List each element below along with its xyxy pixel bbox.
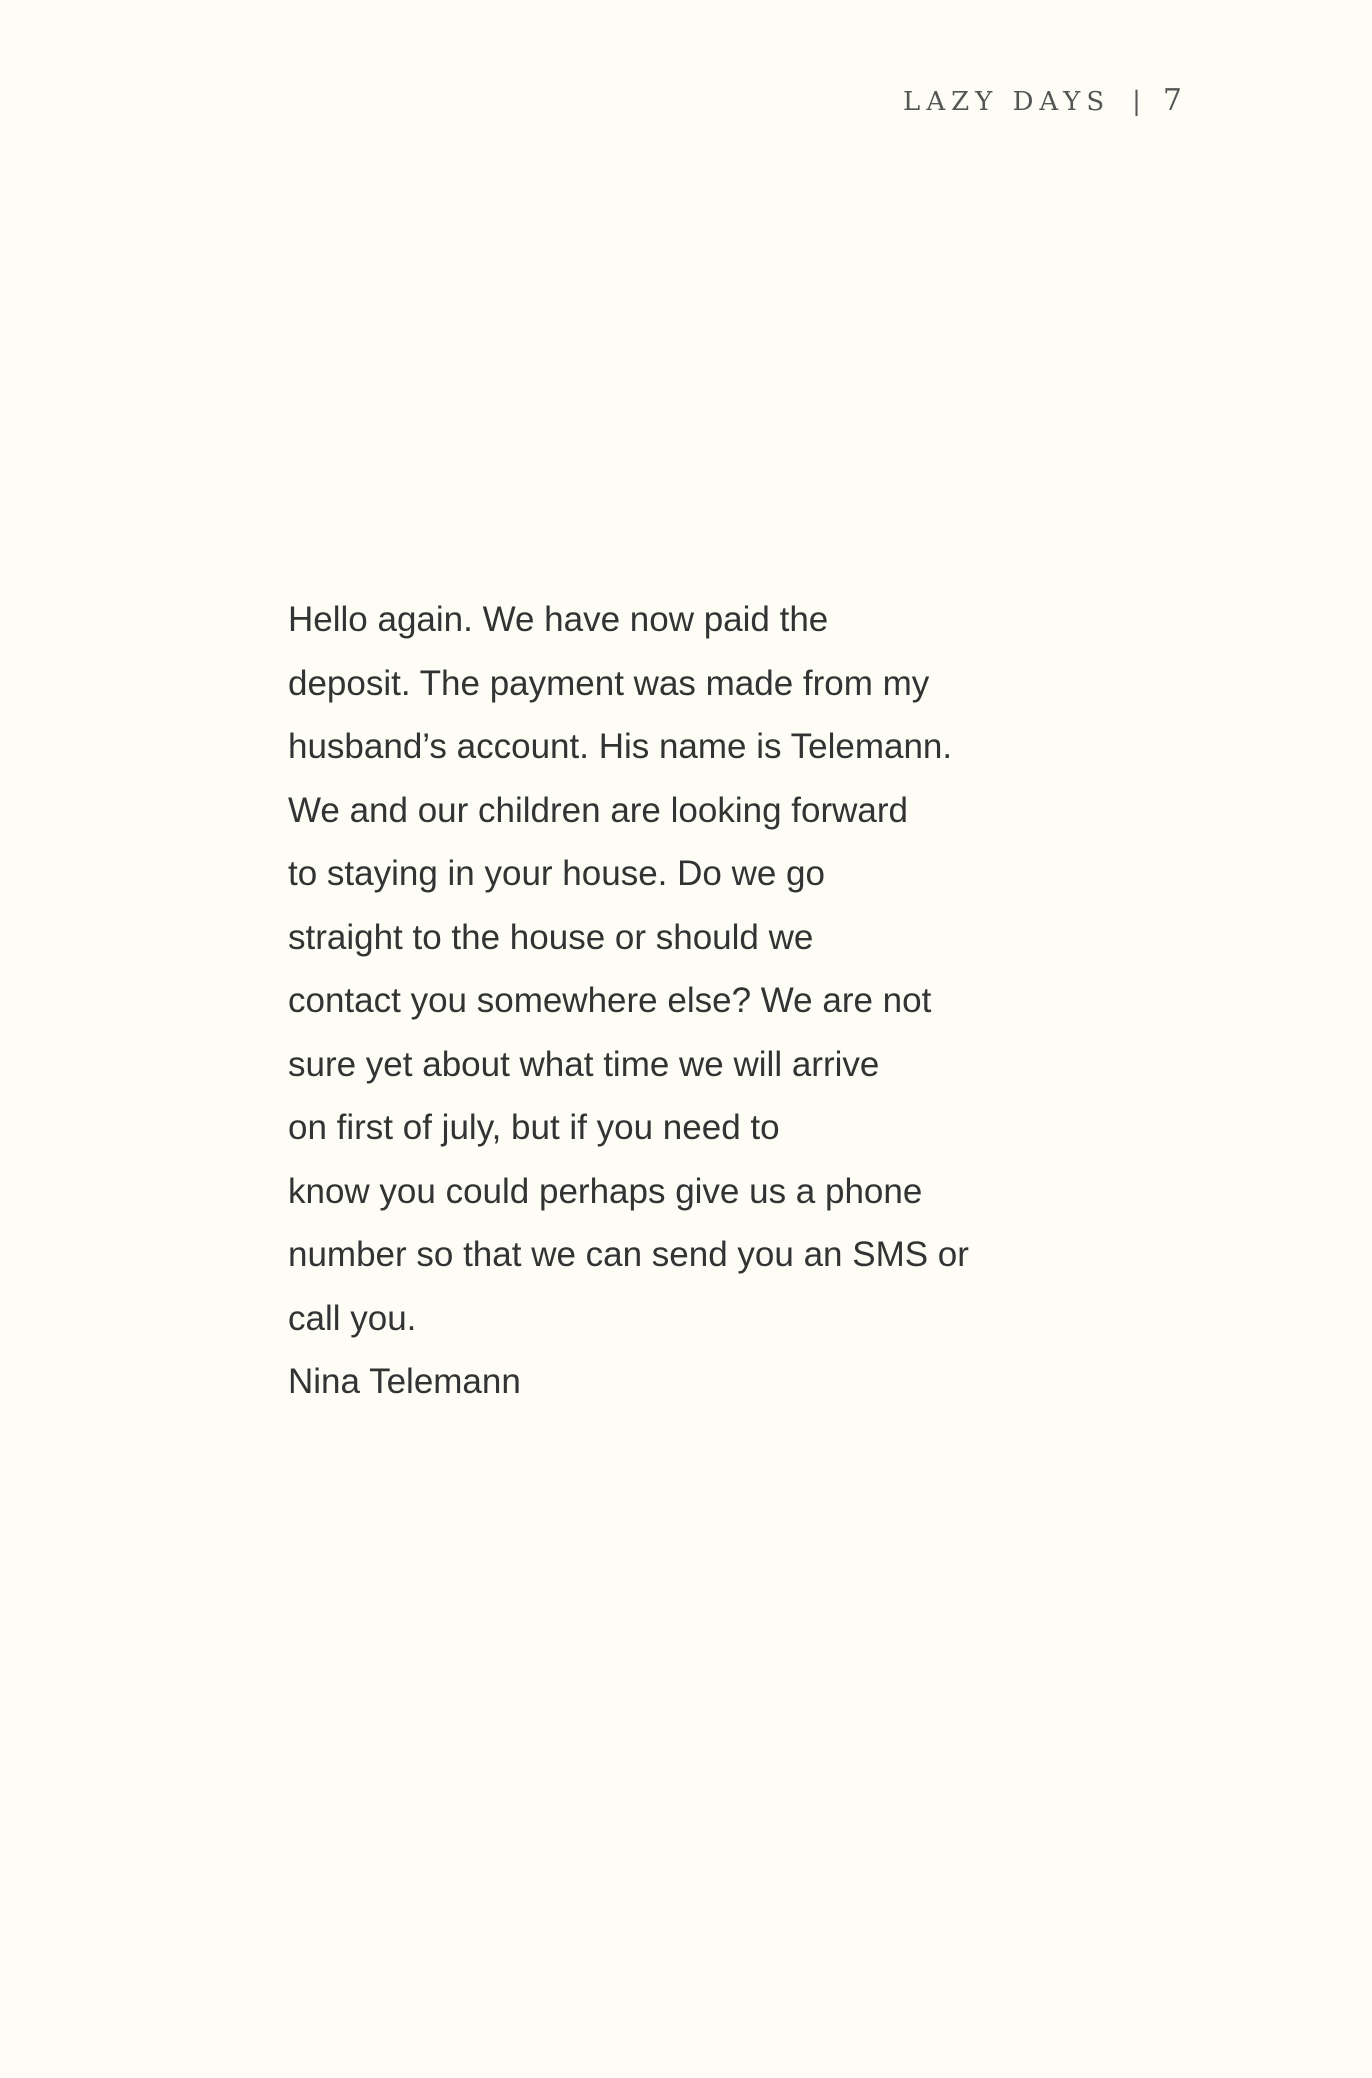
message-line: to staying in your house. Do we go xyxy=(288,854,825,893)
message-line: know you could perhaps give us a phone xyxy=(288,1171,923,1211)
running-head-separator: | xyxy=(1132,87,1141,117)
page-number: 7 xyxy=(1162,83,1182,118)
running-head xyxy=(903,83,1182,118)
message-line: sure yet about what time we will arrive xyxy=(288,1044,880,1084)
message-line: call you. xyxy=(288,1298,417,1338)
message-line: number so that we can send you an SMS or xyxy=(288,1235,969,1274)
message-line: straight to the house or should we xyxy=(288,917,814,957)
message-line: contact you somewhere else? We are not xyxy=(288,981,932,1020)
message-line: We and our children are looking forward xyxy=(288,790,908,830)
message-body xyxy=(288,588,1088,1414)
message-line: Hello again. We have now paid the xyxy=(288,600,829,639)
running-head-title: LAZY DAYS xyxy=(903,87,1111,117)
message-line: deposit. The payment was made from my xyxy=(288,663,930,703)
message-line: on first of july, but if you need to xyxy=(288,1108,780,1147)
message-signature: Nina Telemann xyxy=(288,1362,521,1401)
message-line: husband’s account. His name is Telemann. xyxy=(288,727,953,766)
